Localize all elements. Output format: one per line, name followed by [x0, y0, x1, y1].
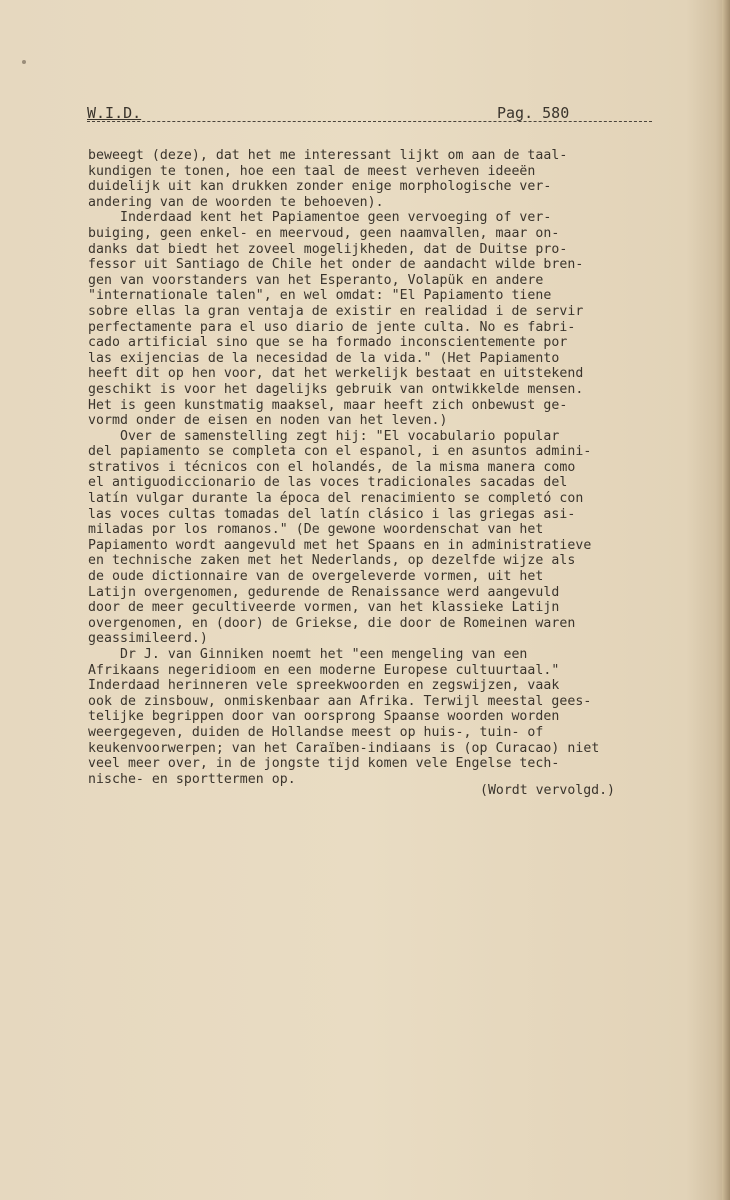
text-line: las exijencias de la necesidad de la vida." (Het Papiamento	[88, 350, 560, 366]
text-line: ook de zinsbouw, onmiskenbaar aan Afrika. Terwijl meestal gees-	[88, 693, 592, 709]
text-line: nische- en sporttermen op.	[88, 771, 296, 787]
page-header	[87, 102, 652, 124]
text-line: door de meer gecultiveerde vormen, van het klassieke Latijn	[88, 600, 560, 616]
text-line: miladas por los romanos." (De gewone woordenschat van het	[88, 522, 544, 538]
text-line: latín vulgar durante la época del renacimiento se completó con	[88, 491, 584, 507]
text-line: en technische zaken met het Nederlands, op dezelfde wijze als	[88, 553, 576, 569]
paper-speck	[22, 60, 26, 64]
text-line: kundigen te tonen, hoe een taal de meest verheven ideeën	[88, 163, 536, 179]
text-line: veel meer over, in de jongste tijd komen vele Engelse tech-	[88, 756, 560, 772]
text-line: Het is geen kunstmatig maaksel, maar heeft zich onbewust ge-	[88, 397, 568, 413]
text-line: buiging, geen enkel- en meervoud, geen naamvallen, maar on-	[88, 225, 560, 241]
text-line: geschikt is voor het dagelijks gebruik van ontwikkelde mensen.	[88, 381, 584, 397]
text-line: strativos i técnicos con el holandés, de la misma manera como	[88, 459, 576, 475]
text-line: geassimileerd.)	[88, 631, 208, 647]
text-line: cado artificial sino que se ha formado inconscientemente por	[88, 335, 568, 351]
text-line: telijke begrippen door van oorsprong Spaanse woorden worden	[88, 709, 560, 725]
text-line: keukenvoorwerpen; van het Caraïben-indiaans is (op Curacao) niet	[88, 740, 600, 756]
text-line: vormd onder de eisen en noden van het leven.)	[88, 413, 448, 429]
article-body	[88, 148, 668, 787]
text-line: fessor uit Santiago de Chile het onder de aandacht wilde bren-	[88, 257, 584, 273]
page-edge	[722, 0, 730, 1200]
text-line: Afrikaans negeridioom en een moderne Europese cultuurtaal."	[88, 662, 560, 678]
continuation-note: (Wordt vervolgd.)	[480, 783, 615, 798]
text-line: weergegeven, duiden de Hollandse meest op huis-, tuin- of	[88, 724, 544, 740]
text-line: heeft dit op hen voor, dat het werkelijk bestaat en uitstekend	[88, 366, 584, 382]
text-line: danks dat biedt het zoveel mogelijkheden, dat de Duitse pro-	[88, 241, 568, 257]
text-line: duidelijk uit kan drukken zonder enige morphologische ver-	[88, 179, 552, 195]
text-line: Papiamento wordt aangevuld met het Spaans en in administratieve	[88, 537, 592, 553]
text-line: el antiguodiccionario de las voces tradicionales sacadas del	[88, 475, 568, 491]
text-line: overgenomen, en (door) de Griekse, die door de Romeinen waren	[88, 615, 576, 631]
text-line: de oude dictionnaire van de overgeleverde vormen, uit het	[88, 569, 544, 585]
text-line: del papiamento se completa con el espanol, i en asuntos admini-	[88, 444, 592, 460]
text-line: Over de samenstelling zegt hij: "El vocabulario popular	[88, 428, 560, 444]
text-line: "internationale talen", en wel omdat: "El Papiamento tiene	[88, 288, 552, 304]
text-line: Inderdaad kent het Papiamentoe geen vervoeging of ver-	[88, 210, 552, 226]
text-line: Inderdaad herinneren vele spreekwoorden en zegswijzen, vaak	[88, 678, 560, 694]
page-number: Pag. 580	[497, 104, 570, 122]
text-line: Latijn overgenomen, gedurende de Renaissance werd aangevuld	[88, 584, 560, 600]
text-line: las voces cultas tomadas del latín clásico i las griegas asi-	[88, 506, 576, 522]
text-line: Dr J. van Ginniken noemt het "een mengeling van een	[88, 647, 528, 662]
text-line: gen van voorstanders van het Esperanto, Volapük en andere	[88, 272, 544, 288]
text-line: perfectamente para el uso diario de jente culta. No es fabri-	[88, 319, 576, 335]
text-line: sobre ellas la gran ventaja de existir en realidad i de servir	[88, 303, 584, 319]
text-line: beweegt (deze), dat het me interessant lijkt om aan de taal-	[88, 148, 568, 163]
text-line: andering van de woorden te behoeven).	[88, 194, 384, 210]
header-source: W.I.D.	[87, 104, 142, 122]
